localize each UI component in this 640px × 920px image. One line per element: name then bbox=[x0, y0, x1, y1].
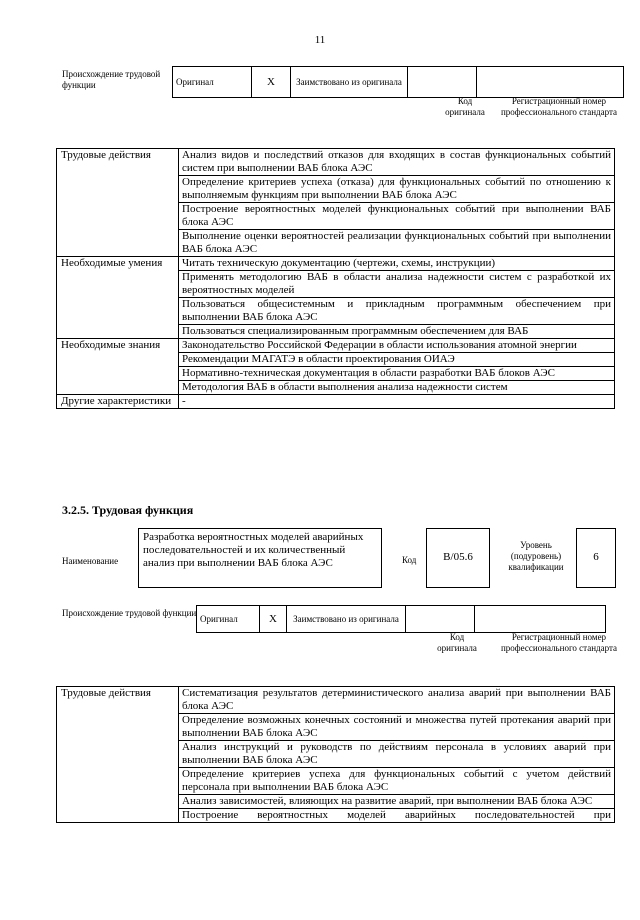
row-label: Необходимые умения bbox=[57, 257, 179, 339]
row-label: Необходимые знания bbox=[57, 339, 179, 395]
borrowed-label: Заимствовано из оригинала bbox=[287, 606, 406, 633]
x-mark: X bbox=[267, 75, 275, 88]
list-item: Нормативно-техническая документация в области разработки ВАБ блоков АЭС bbox=[179, 367, 615, 381]
list-item: Пользоваться общесистемным и прикладным программным обеспечением при выполнении ВАБ блока АЭС bbox=[179, 298, 615, 325]
original-mark bbox=[252, 67, 291, 98]
reg-number-cell bbox=[477, 67, 624, 98]
original-label: Оригинал bbox=[173, 67, 252, 98]
list-item: Построение вероятностных моделей аварийных последовательностей при bbox=[179, 809, 615, 823]
level-value: 6 bbox=[576, 528, 616, 588]
section-title: 3.2.5. Трудовая функция bbox=[62, 503, 194, 517]
list-item: Пользоваться специализированным программным обеспечением для ВАБ bbox=[179, 325, 615, 339]
row-label: Трудовые действия bbox=[57, 149, 179, 257]
reg-caption: Регистрационный номер профессионального стандарта bbox=[500, 96, 618, 117]
table-row bbox=[57, 687, 615, 714]
code-caption: Код оригинала bbox=[445, 96, 485, 117]
function-name: Разработка вероятностных моделей аварийных последовательностей и их количественный анализ при выполнении ВАБ блока АЭС bbox=[138, 528, 382, 588]
table-row bbox=[57, 395, 615, 409]
row-label: Другие характеристики bbox=[57, 395, 179, 409]
list-item: Определение возможных конечных состояний и множества путей протекания аварий при выполнении ВАБ блока АЭС bbox=[179, 714, 615, 741]
list-item: Выполнение оценки вероятностей реализации функциональных событий при выполнении ВАБ блока АЭС bbox=[179, 230, 615, 257]
list-item: - bbox=[179, 395, 615, 409]
competency-table-2 bbox=[56, 686, 615, 823]
code-caption: Код оригинала bbox=[437, 632, 477, 653]
list-item: Анализ инструкций и руководств по действиям персонала в условиях аварий при выполнении ВАБ блока АЭС bbox=[179, 741, 615, 768]
table-row bbox=[57, 257, 615, 271]
level-label: Уровень (подуровень) квалификации bbox=[508, 540, 564, 572]
table-row bbox=[57, 339, 615, 353]
borrowed-label: Заимствовано из оригинала bbox=[291, 67, 408, 98]
list-item: Анализ зависимостей, влияющих на развитие аварий, при выполнении ВАБ блока АЭС bbox=[179, 795, 615, 809]
origin-table bbox=[196, 605, 606, 633]
code-label: Код bbox=[402, 555, 417, 565]
list-item: Методология ВАБ в области выполнения анализа надежности систем bbox=[179, 381, 615, 395]
name-label: Наименование bbox=[62, 556, 119, 566]
original-label: Оригинал bbox=[197, 606, 260, 633]
origin-label: Происхождение трудовой функции bbox=[62, 608, 197, 618]
table-row bbox=[57, 149, 615, 176]
row-label: Трудовые действия bbox=[57, 687, 179, 823]
reg-number-cell bbox=[475, 606, 606, 633]
list-item: Построение вероятностных моделей функциональных событий при выполнении ВАБ блока АЭС bbox=[179, 203, 615, 230]
original-code-cell bbox=[408, 67, 477, 98]
list-item: Рекомендации МАГАТЭ в области проектирования ОИАЭ bbox=[179, 353, 615, 367]
reg-caption: Регистрационный номер профессионального стандарта bbox=[500, 632, 618, 653]
original-mark bbox=[260, 606, 287, 633]
origin-label: Происхождение трудовой функции bbox=[62, 69, 161, 90]
list-item: Определение критериев успеха (отказа) для функциональных событий по отношению к выполняемым функциям при выполнении ВАБ блока АЭС bbox=[179, 176, 615, 203]
code-value: B/05.6 bbox=[426, 528, 490, 588]
original-code-cell bbox=[406, 606, 475, 633]
list-item: Законодательство Российской Федерации в области использования атомной энергии bbox=[179, 339, 615, 353]
page-number: 11 bbox=[314, 34, 326, 46]
list-item: Систематизация результатов детерминистического анализа аварий при выполнении ВАБ блока АЭС bbox=[179, 687, 615, 714]
list-item: Анализ видов и последствий отказов для входящих в состав функциональных событий систем при выполнении ВАБ блока АЭС bbox=[179, 149, 615, 176]
list-item: Читать техническую документацию (чертежи, схемы, инструкции) bbox=[179, 257, 615, 271]
origin-table bbox=[172, 66, 624, 98]
competency-table-1 bbox=[56, 148, 615, 409]
list-item: Определение критериев успеха для функциональных событий с учетом действий персонала при выполнении ВАБ блока АЭС bbox=[179, 768, 615, 795]
x-mark: X bbox=[269, 612, 277, 625]
list-item: Применять методологию ВАБ в области анализа надежности систем с разработкой их вероятностных моделей bbox=[179, 271, 615, 298]
